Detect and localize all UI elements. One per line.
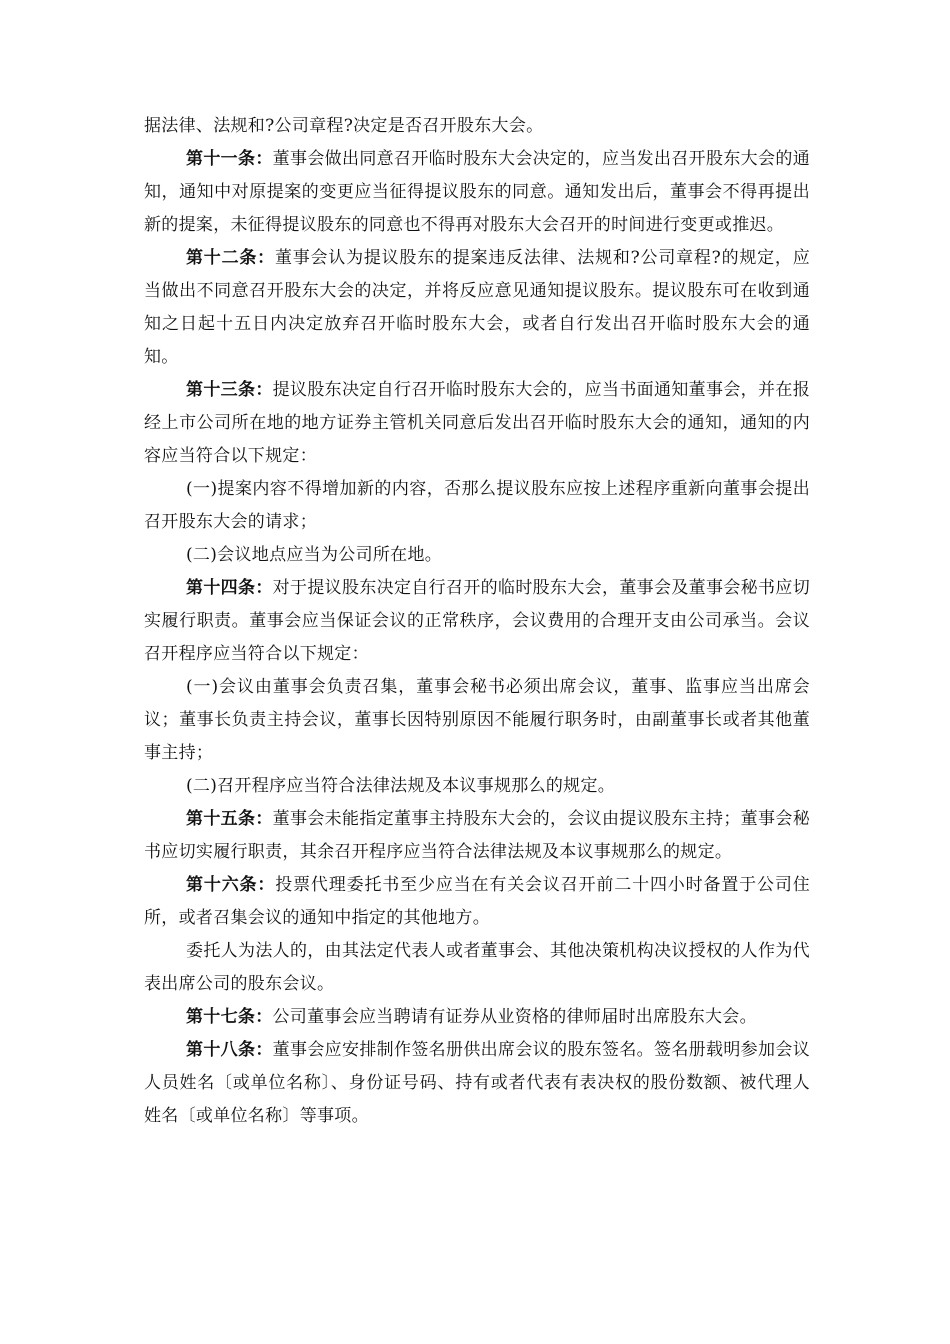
article-11 (144, 143, 810, 242)
article-heading: 第十三条： (186, 380, 273, 400)
article-18 (144, 1034, 810, 1133)
article-text: 公司董事会应当聘请有证券从业资格的律师届时出席股东大会。 (272, 1007, 757, 1027)
article-text: 董事会应安排制作签名册供出席会议的股东签名。签名册载明参加会议人员姓名〔或单位名称〕、身份证号码、持有或者代表有表决权的股份数额、被代理人姓名〔或单位名称〕等事项。 (144, 1040, 810, 1126)
article-heading: 第十七条： (186, 1007, 273, 1027)
article-heading: 第十五条： (186, 809, 273, 829)
article-17 (144, 1001, 810, 1034)
article-15 (144, 803, 810, 869)
article-16 (144, 869, 810, 935)
article-heading: 第十八条： (186, 1040, 273, 1060)
article-text: 董事会做出同意召开临时股东大会决定的，应当发出召开股东大会的通知，通知中对原提案的变更应当征得提议股东的同意。通知发出后，董事会不得再提出新的提案，未征得提议股东的同意也不得再对股东大会召开的时间进行变更或推迟。 (144, 149, 810, 235)
article-13-item-1 (144, 473, 810, 539)
article-text: 投票代理委托书至少应当在有关会议召开前二十四小时备置于公司住所，或者召集会议的通知中指定的其他地方。 (144, 875, 811, 928)
article-14 (144, 572, 810, 671)
article-13 (144, 374, 810, 473)
list-item-text: (一)会议由董事会负责召集，董事会秘书必须出席会议，董事、监事应当出席会议；董事长负责主持会议，董事长因特别原因不能履行职务时，由副董事长或者其他董事主持； (144, 677, 810, 763)
article-heading: 第十一条： (186, 149, 273, 169)
article-text: 对于提议股东决定自行召开的临时股东大会，董事会及董事会秘书应切实履行职责。董事会应当保证会议的正常秩序，会议费用的合理开支由公司承当。会议召开程序应当符合以下规定： (144, 578, 810, 664)
article-14-item-1 (144, 671, 810, 770)
list-item-text: (二)会议地点应当为公司所在地。 (186, 545, 443, 565)
article-heading: 第十六条： (186, 875, 276, 895)
article-heading: 第十二条： (186, 248, 275, 268)
paragraph-continuation (144, 110, 810, 143)
article-16-paragraph-2 (144, 935, 810, 1001)
article-heading: 第十四条： (186, 578, 273, 598)
paragraph-text: 据法律、法规和?公司章程?决定是否召开股东大会。 (144, 116, 544, 136)
article-12 (144, 242, 810, 374)
article-13-item-2 (144, 539, 810, 572)
paragraph-text: 委托人为法人的，由其法定代表人或者董事会、其他决策机构决议授权的人作为代表出席公司的股东会议。 (144, 941, 810, 994)
document-body (144, 110, 810, 1133)
article-text: 董事会未能指定董事主持股东大会的，会议由提议股东主持；董事会秘书应切实履行职责，其余召开程序应当符合法律法规及本议事规那么的规定。 (144, 809, 810, 862)
list-item-text: (二)召开程序应当符合法律法规及本议事规那么的规定。 (186, 776, 616, 796)
list-item-text: (一)提案内容不得增加新的内容，否那么提议股东应按上述程序重新向董事会提出召开股东大会的请求； (144, 479, 810, 532)
article-14-item-2 (144, 770, 810, 803)
article-text: 董事会认为提议股东的提案违反法律、法规和?公司章程?的规定，应当做出不同意召开股东大会的决定，并将反应意见通知提议股东。提议股东可在收到通知之日起十五日内决定放弃召开临时股东大会，或者自行发出召开临时股东大会的通知。 (144, 248, 811, 367)
article-text: 提议股东决定自行召开临时股东大会的，应当书面通知董事会，并在报经上市公司所在地的地方证券主管机关同意后发出召开临时股东大会的通知，通知的内容应当符合以下规定： (144, 380, 810, 466)
